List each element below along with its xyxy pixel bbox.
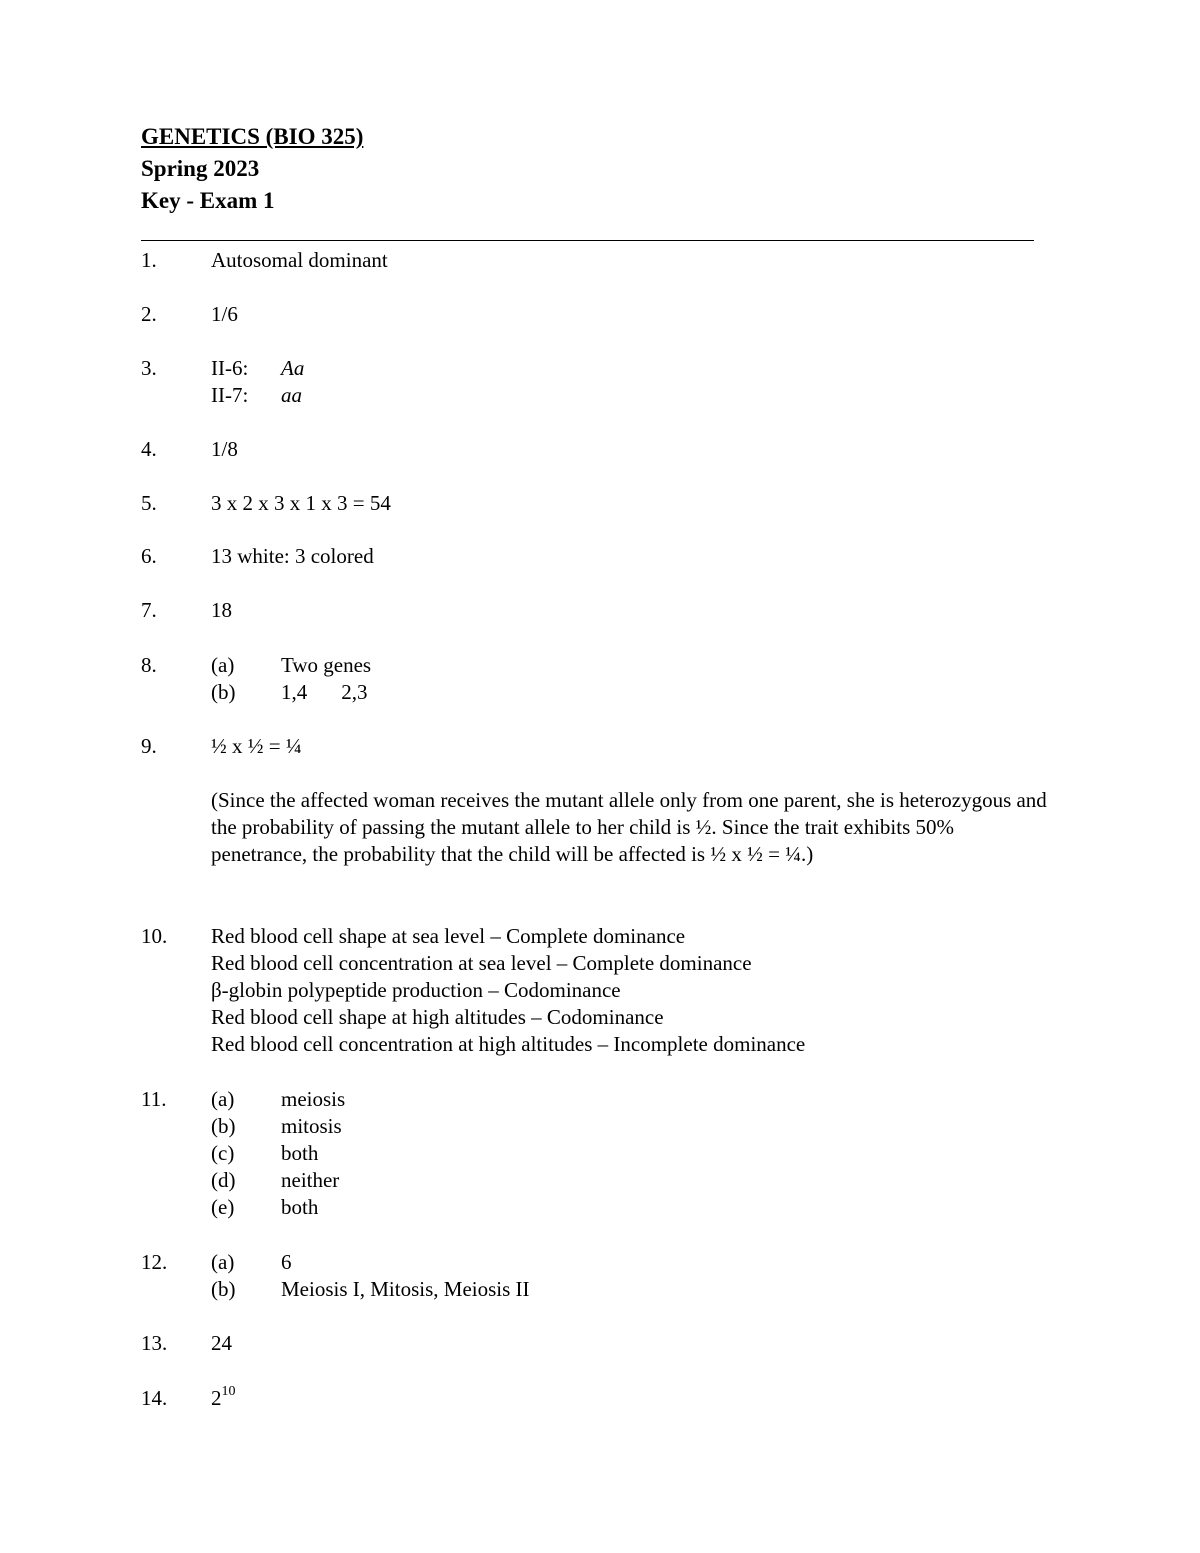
question-number: 6. xyxy=(141,544,157,568)
sub-label: (d) xyxy=(211,1168,236,1192)
question-number: 9. xyxy=(141,734,157,758)
sub-answer xyxy=(211,1113,345,1140)
inheritance-line: Red blood cell concentration at high altitudes – Incomplete dominance xyxy=(211,1032,806,1056)
sub-text: Two genes xyxy=(281,653,372,677)
sub-answer xyxy=(211,652,371,679)
gene-group: 2,3 xyxy=(341,680,368,704)
sub-label: (b) xyxy=(211,1277,236,1301)
sub-label: (b) xyxy=(211,1114,236,1138)
sub-answer xyxy=(211,1194,345,1221)
course-title: GENETICS (BIO 325) xyxy=(141,124,364,149)
sub-text: neither xyxy=(281,1168,340,1192)
sub-answer xyxy=(211,1167,345,1194)
answer-text: 24 xyxy=(211,1331,232,1355)
gene-group: 1,4 xyxy=(281,680,308,704)
document-header xyxy=(141,121,363,217)
answer-text xyxy=(211,1385,236,1412)
question-number: 8. xyxy=(141,653,157,677)
question-number: 1. xyxy=(141,248,157,272)
power-exponent: 10 xyxy=(221,1384,236,1399)
answer-text: 3 x 2 x 3 x 1 x 3 = 54 xyxy=(211,491,391,515)
header-divider xyxy=(141,240,1034,241)
individual-label: II-6: xyxy=(211,356,249,380)
question-number: 13. xyxy=(141,1331,168,1355)
explanation-text: (Since the affected woman receives the mutant allele only from one parent, she is heterozygous and the probability of passing the mutant allele to her child is ½. Since the trait exhibits 50% penetrance, the probability that the child will be affected is ½ x ½ = ¼.) xyxy=(211,788,1047,866)
question-number: 5. xyxy=(141,491,157,515)
question-number: 10. xyxy=(141,924,168,948)
sub-label: (a) xyxy=(211,653,235,677)
question-number: 3. xyxy=(141,356,157,380)
power-base: 2 xyxy=(211,1386,222,1410)
genotype-line xyxy=(211,382,304,409)
answer-text: 18 xyxy=(211,598,232,622)
inheritance-line: Red blood cell shape at high altitudes – Codominance xyxy=(211,1005,664,1029)
sub-label: (a) xyxy=(211,1087,235,1111)
question-number: 11. xyxy=(141,1087,167,1111)
question-number: 12. xyxy=(141,1250,168,1274)
sub-answer xyxy=(211,1249,530,1276)
sub-label: (c) xyxy=(211,1141,235,1165)
sub-label: (a) xyxy=(211,1250,235,1274)
sub-text: meiosis xyxy=(281,1087,346,1111)
sub-text: Meiosis I, Mitosis, Meiosis II xyxy=(281,1277,530,1301)
answer-text: 1/8 xyxy=(211,437,238,461)
question-number: 14. xyxy=(141,1386,168,1410)
sub-text: 6 xyxy=(281,1250,292,1274)
sub-text: both xyxy=(281,1141,319,1165)
question-number: 4. xyxy=(141,437,157,461)
answer-text: Autosomal dominant xyxy=(211,248,388,272)
genotype: aa xyxy=(281,383,302,407)
question-number: 7. xyxy=(141,598,157,622)
sub-label: (e) xyxy=(211,1195,235,1219)
question-number: 2. xyxy=(141,302,157,326)
individual-label: II-7: xyxy=(211,383,249,407)
genotype: Aa xyxy=(281,356,305,380)
answer-text: 13 white: 3 colored xyxy=(211,544,374,568)
sub-answer xyxy=(211,679,371,706)
sub-answer xyxy=(211,1086,345,1113)
sub-text: mitosis xyxy=(281,1114,342,1138)
inheritance-line: β-globin polypeptide production – Codominance xyxy=(211,978,621,1002)
sub-answer xyxy=(211,1140,345,1167)
sub-text: both xyxy=(281,1195,319,1219)
genotype-line xyxy=(211,355,304,382)
answer-text: ½ x ½ = ¼ xyxy=(211,734,302,758)
term: Spring 2023 xyxy=(141,156,260,181)
exam-title: Key - Exam 1 xyxy=(141,188,275,213)
answer-text: 1/6 xyxy=(211,302,238,326)
sub-label: (b) xyxy=(211,680,236,704)
sub-answer xyxy=(211,1276,530,1303)
inheritance-line: Red blood cell shape at sea level – Complete dominance xyxy=(211,924,686,948)
inheritance-line: Red blood cell concentration at sea level – Complete dominance xyxy=(211,951,752,975)
